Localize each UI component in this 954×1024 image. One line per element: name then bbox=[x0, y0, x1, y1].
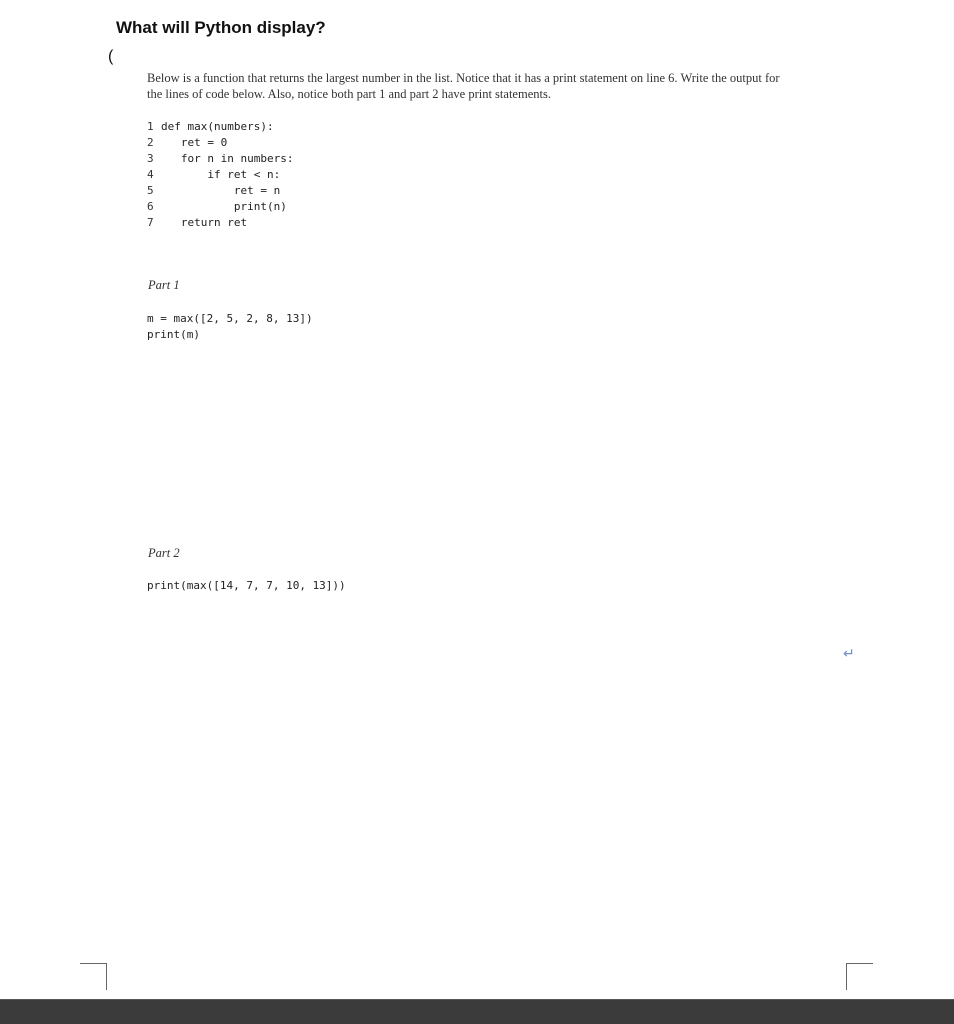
code-line bbox=[147, 135, 293, 151]
code-text: if ret < n: bbox=[161, 168, 281, 181]
code-text: return ret bbox=[161, 216, 248, 229]
bottom-taskbar bbox=[0, 999, 954, 1024]
line-number: 5 bbox=[147, 184, 154, 197]
code-line bbox=[147, 215, 293, 231]
line-number: 3 bbox=[147, 152, 154, 165]
code-line bbox=[147, 183, 293, 199]
code-text: for n in numbers: bbox=[161, 152, 294, 165]
code-line bbox=[147, 119, 293, 135]
part2-label: Part 2 bbox=[148, 546, 180, 560]
paragraph-mark-icon: ↵ bbox=[843, 646, 855, 662]
page-corner-left bbox=[80, 963, 107, 990]
part2-code: print(max([14, 7, 7, 10, 13])) bbox=[147, 579, 346, 592]
code-line bbox=[147, 167, 293, 183]
code-line bbox=[147, 151, 293, 167]
part1-code: m = max([2, 5, 2, 8, 13]) print(m) bbox=[147, 312, 313, 341]
code-text: ret = 0 bbox=[161, 136, 228, 149]
open-paren: ( bbox=[108, 48, 114, 65]
code-text: def max(numbers): bbox=[161, 120, 274, 133]
line-number: 6 bbox=[147, 200, 154, 213]
line-number: 1 bbox=[147, 120, 154, 133]
line-number: 7 bbox=[147, 216, 154, 229]
line-number: 2 bbox=[147, 136, 154, 149]
code-line bbox=[147, 199, 293, 215]
code-listing bbox=[147, 119, 293, 231]
code-text: print(n) bbox=[161, 200, 287, 213]
line-number: 4 bbox=[147, 168, 154, 181]
code-text: ret = n bbox=[161, 184, 281, 197]
part1-label: Part 1 bbox=[148, 278, 180, 292]
intro-paragraph: Below is a function that returns the largest number in the list. Notice that it has a print statement on line 6. Write the output for the lines of code below. Also, notice both part 1 and part 2 have print statements. bbox=[147, 71, 780, 101]
page-corner-right bbox=[846, 963, 873, 990]
question-title: What will Python display? bbox=[116, 18, 326, 37]
